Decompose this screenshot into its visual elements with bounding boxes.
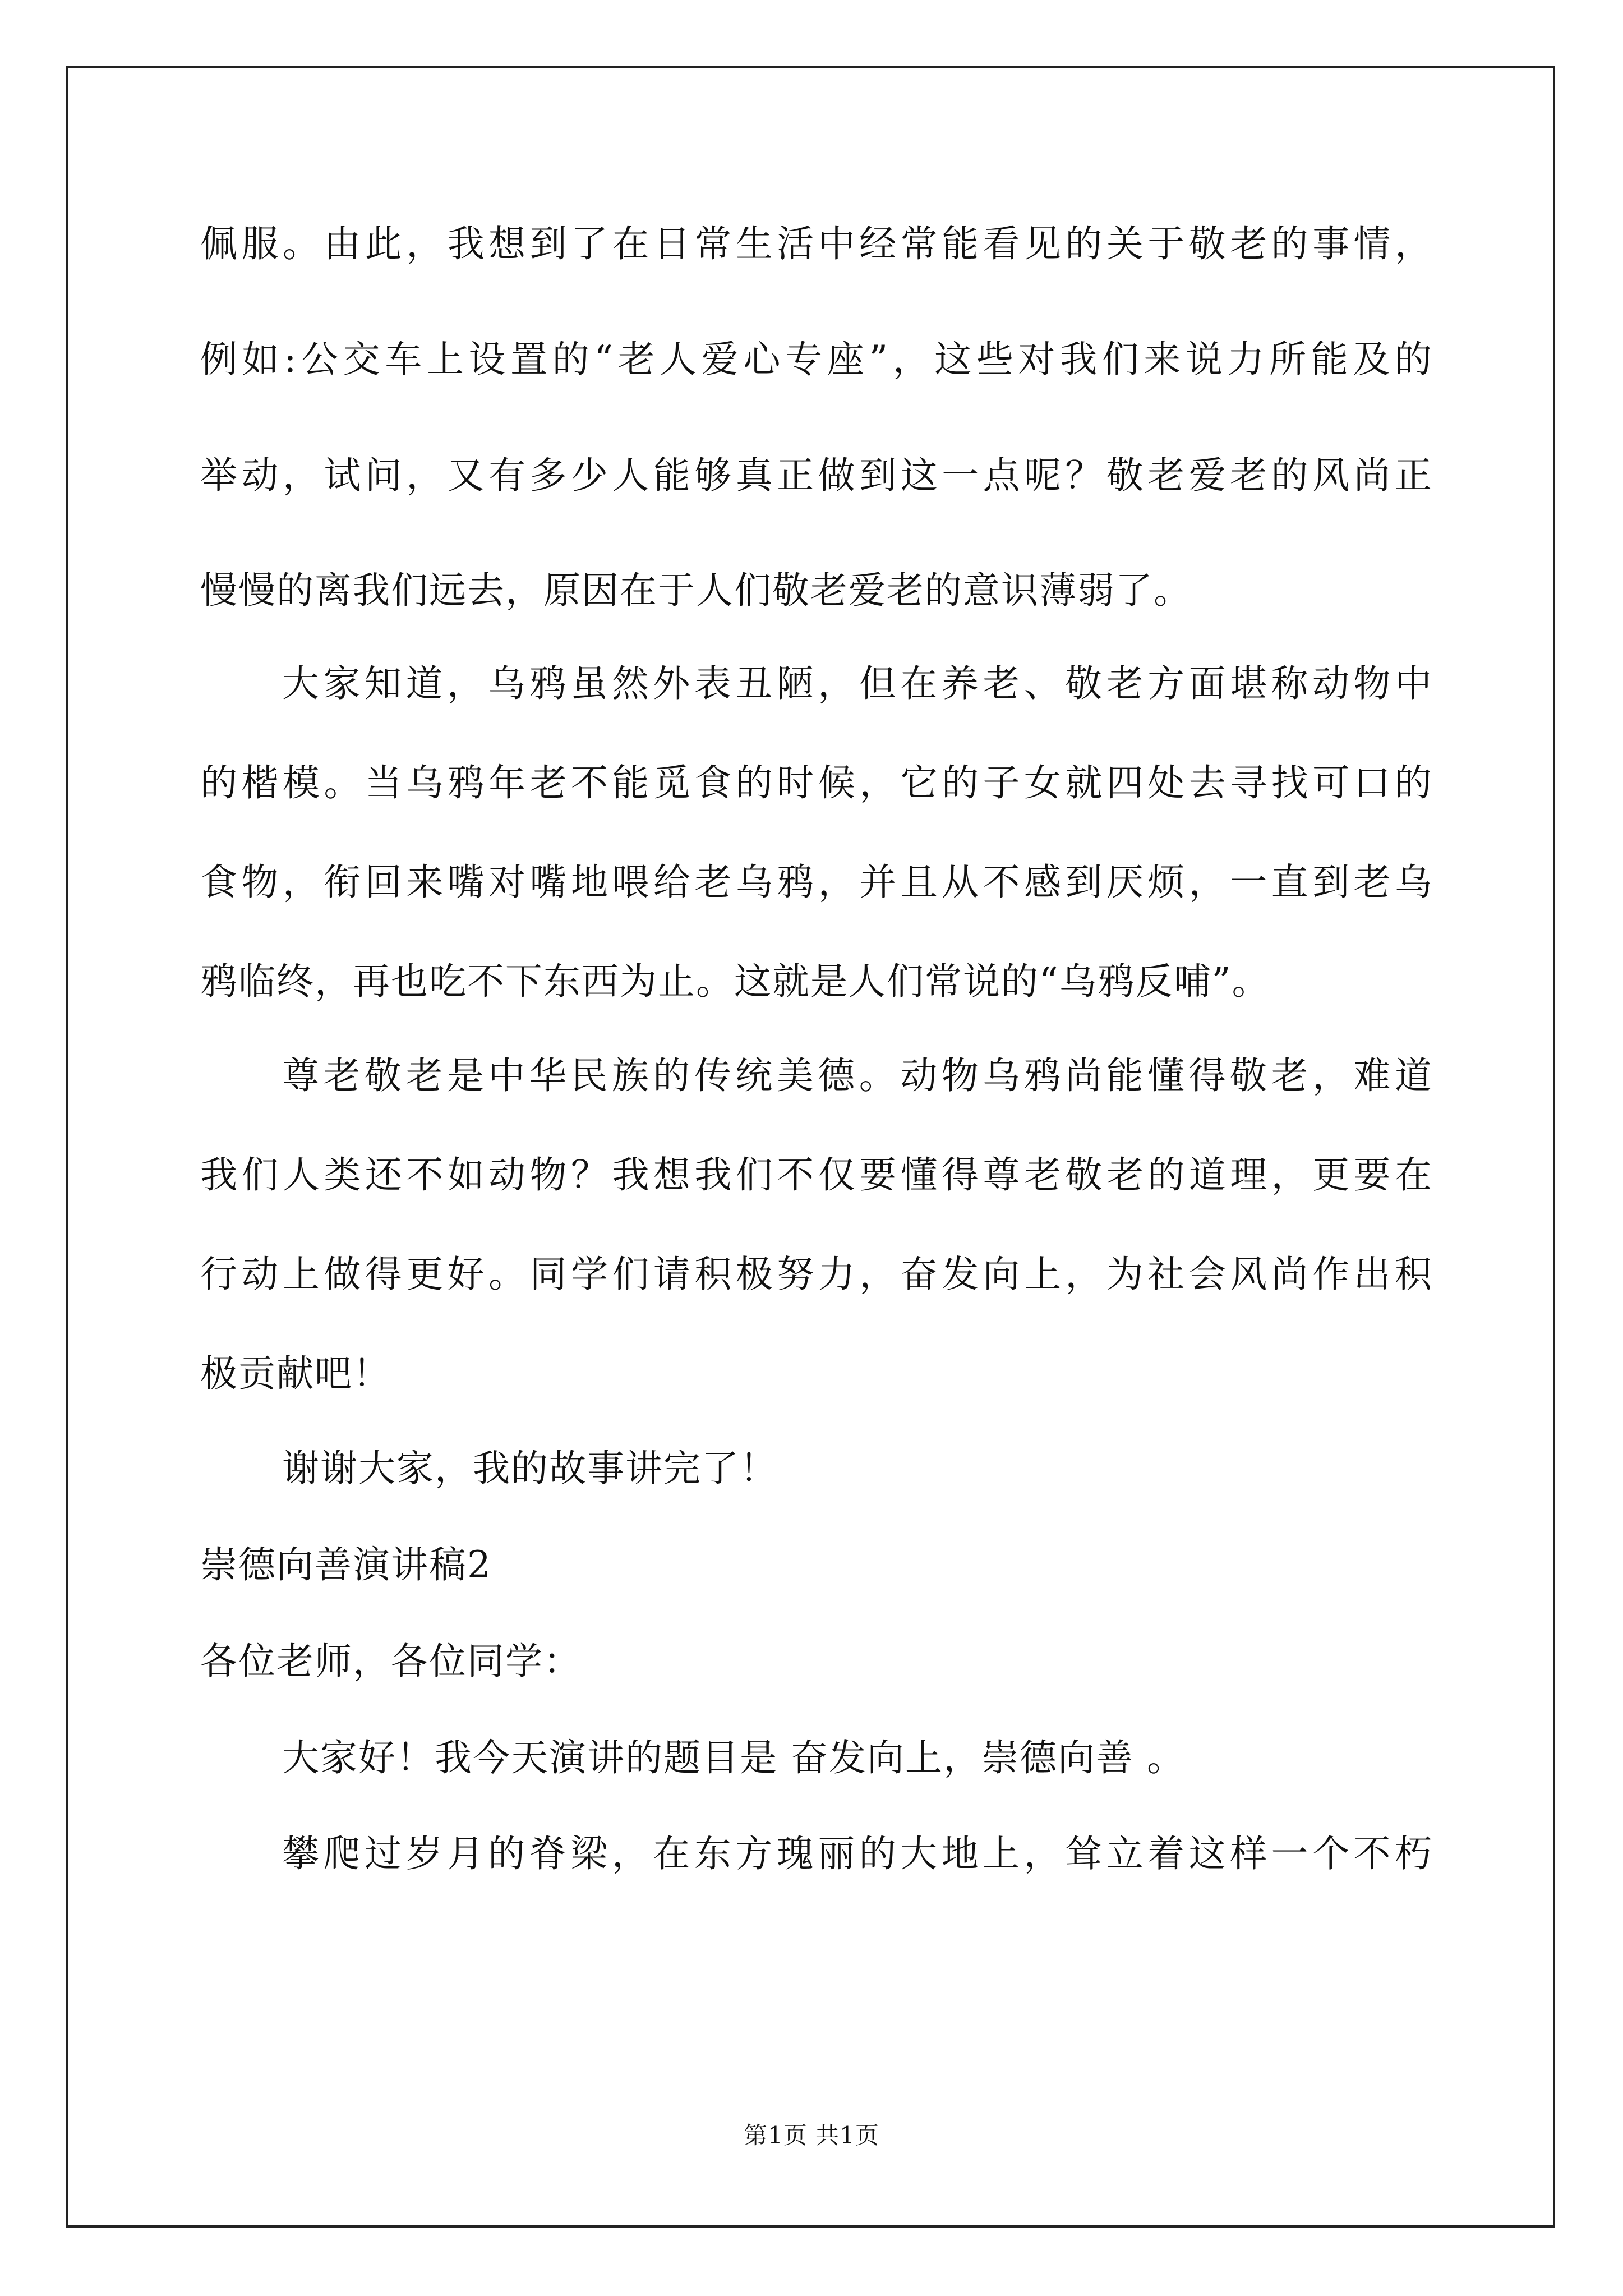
text-line: 例如:公交车上设置的“老人爱心专座”，这些对我们来说力所能及的	[200, 338, 1433, 381]
text-line: 攀爬过岁月的脊梁，在东方瑰丽的大地上，耸立着这样一个不朽	[282, 1832, 1433, 1875]
page-border	[66, 66, 1555, 2228]
text-line: 大家好！我今天演讲的题目是 奋发向上，崇德向善 。	[282, 1736, 1185, 1779]
text-line: 鸦临终，再也吃不下东西为止。这就是人们常说的“乌鸦反哺”。	[200, 960, 1270, 1003]
text-line: 我们人类还不如动物？我想我们不仅要懂得尊老敬老的道理，更要在	[200, 1153, 1433, 1197]
salutation: 各位老师，各位同学：	[200, 1640, 582, 1683]
text-line: 佩服。由此，我想到了在日常生活中经常能看见的关于敬老的事情，	[200, 222, 1433, 265]
text-line: 慢慢的离我们远去，原因在于人们敬老爱老的意识薄弱了。	[200, 569, 1192, 612]
text-line: 极贡献吧！	[200, 1352, 391, 1395]
text-line: 的楷模。当乌鸦年老不能觅食的时候，它的子女就四处去寻找可口的	[200, 761, 1433, 804]
text-line: 谢谢大家，我的故事讲完了！	[282, 1447, 778, 1490]
text-line: 行动上做得更好。同学们请积极努力，奋发向上，为社会风尚作出积	[200, 1253, 1433, 1296]
page-footer: 第1页 共1页	[744, 2122, 879, 2149]
text-line: 举动，试问，又有多少人能够真正做到这一点呢？敬老爱老的风尚正	[200, 454, 1433, 497]
text-line: 大家知道，乌鸦虽然外表丑陋，但在养老、敬老方面堪称动物中	[282, 662, 1433, 705]
section-title: 崇德向善演讲稿2	[200, 1543, 492, 1586]
text-line: 尊老敬老是中华民族的传统美德。动物乌鸦尚能懂得敬老，难道	[282, 1054, 1433, 1097]
text-line: 食物，衔回来嘴对嘴地喂给老乌鸦，并且从不感到厌烦，一直到老乌	[200, 861, 1433, 904]
